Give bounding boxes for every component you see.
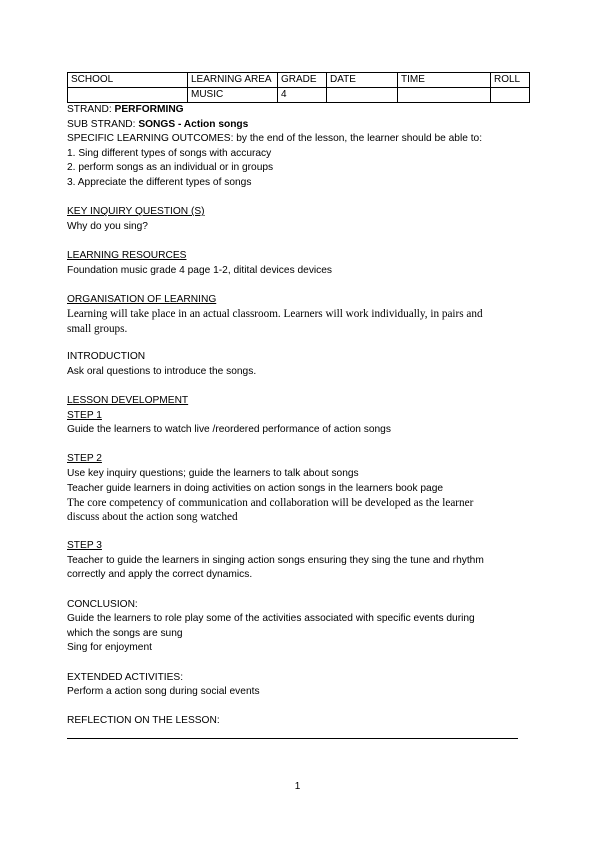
sub-strand-label: SUB STRAND: (67, 118, 139, 130)
organisation-text: small groups. (67, 322, 128, 335)
conclusion-text: Sing for enjoyment (67, 642, 152, 654)
outcomes-heading: SPECIFIC LEARNING OUTCOMES: by the end of the lesson, the learner should be able to: (67, 133, 483, 145)
step2-text: Teacher guide learners in doing activities on action songs in the learners book page (67, 482, 444, 494)
introduction-text: Ask oral questions to introduce the songs. (67, 365, 257, 377)
value-school (68, 88, 188, 103)
sub-strand-line (67, 118, 529, 133)
resources-heading: LEARNING RESOURCES (67, 249, 187, 261)
header-learning-area: LEARNING AREA (188, 73, 278, 88)
introduction-heading: INTRODUCTION (67, 351, 146, 363)
key-inquiry-heading: KEY INQUIRY QUESTION (S) (67, 206, 205, 218)
step1-heading: STEP 1 (67, 409, 102, 421)
outcome-item: 2. perform songs as an individual or in groups (67, 162, 274, 174)
lesson-plan-page (67, 72, 529, 739)
extended-text: Perform a action song during social events (67, 686, 260, 698)
header-school: SCHOOL (68, 73, 188, 88)
step1-text: Guide the learners to watch live /reordered performance of action songs (67, 424, 391, 436)
conclusion-text: Guide the learners to role play some of the activities associated with specific events during (67, 613, 475, 625)
header-roll: ROLL (491, 73, 530, 88)
reflection-answer-line (67, 729, 518, 739)
value-time (398, 88, 491, 103)
step3-heading: STEP 3 (67, 540, 102, 552)
header-grade: GRADE (278, 73, 327, 88)
header-time: TIME (398, 73, 491, 88)
step2-competency-text: discuss about the action song watched (67, 511, 238, 524)
step2-competency-text: The core competency of communication and collaboration will be developed as the learner (67, 497, 474, 510)
key-inquiry-text: Why do you sing? (67, 220, 148, 232)
header-row (68, 73, 530, 88)
step2-heading: STEP 2 (67, 453, 102, 465)
conclusion-text: which the songs are sung (67, 627, 183, 639)
outcome-item: 3. Appreciate the different types of songs (67, 176, 252, 188)
value-learning-area: MUSIC (188, 88, 278, 103)
step3-text: Teacher to guide the learners in singing action songs ensuring they sing the tune and rhythm (67, 554, 484, 566)
organisation-text: Learning will take place in an actual classroom. Learners will work individually, in pairs and (67, 308, 483, 321)
outcome-item: 1. Sing different types of songs with accuracy (67, 147, 272, 159)
strand-label: STRAND: (67, 104, 115, 115)
sub-strand-value: SONGS - Action songs (138, 118, 249, 130)
strand-value: PERFORMING (114, 104, 184, 115)
header-date: DATE (327, 73, 398, 88)
value-roll (491, 88, 530, 103)
extended-heading: EXTENDED ACTIVITIES: (67, 671, 184, 683)
strand-line (67, 103, 529, 118)
organisation-heading: ORGANISATION OF LEARNING (67, 293, 217, 305)
value-date (327, 88, 398, 103)
value-row (68, 88, 530, 103)
page-number: 1 (294, 781, 301, 792)
value-grade: 4 (278, 88, 327, 103)
resources-text: Foundation music grade 4 page 1-2, ditital devices devices (67, 264, 333, 276)
header-table (67, 72, 530, 103)
lesson-development-heading: LESSON DEVELOPMENT (67, 395, 189, 407)
step3-text: correctly and apply the correct dynamics. (67, 569, 253, 581)
step2-text: Use key inquiry questions; guide the learners to talk about songs (67, 468, 359, 480)
reflection-heading: REFLECTION ON THE LESSON: (67, 715, 220, 727)
conclusion-heading: CONCLUSION: (67, 598, 138, 610)
